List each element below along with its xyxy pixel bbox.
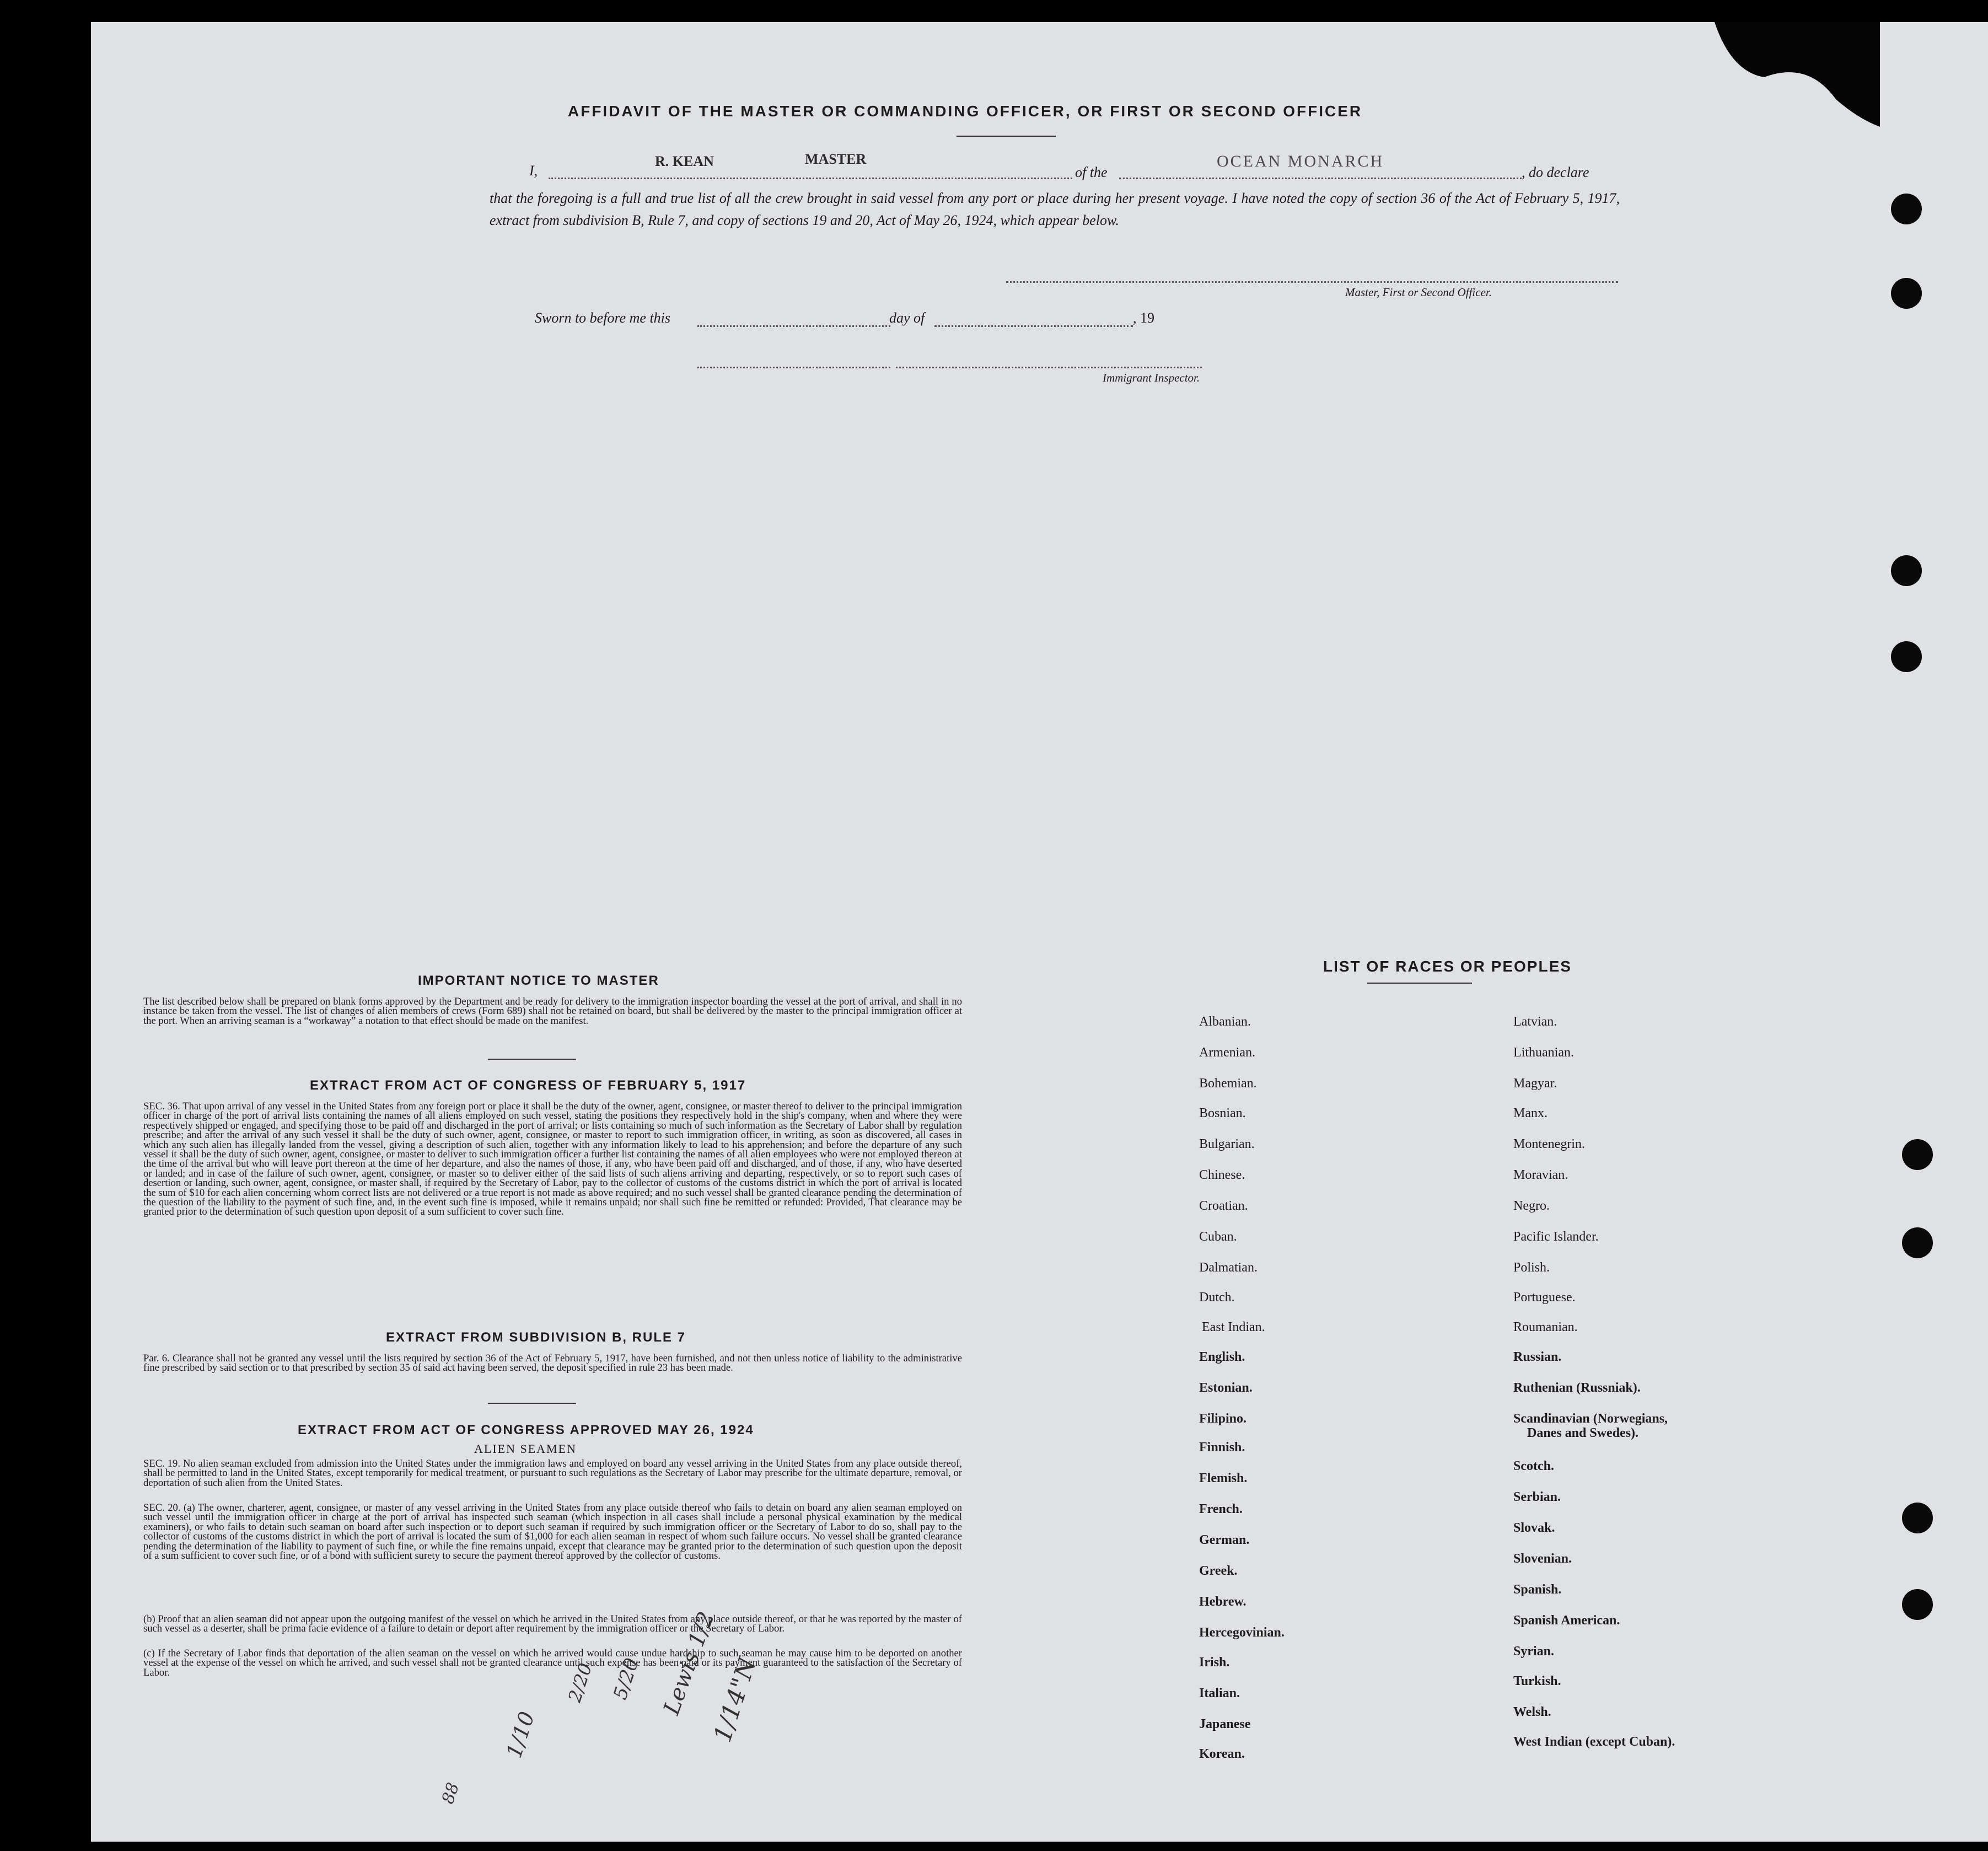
race-item: Cuban. [1199, 1230, 1237, 1244]
race-item: Armenian. [1199, 1045, 1255, 1060]
race-item: Bohemian. [1199, 1076, 1257, 1091]
sec20c-text: (c) If the Secretary of Labor finds that deportation of the alien seaman on the vessel on which he arrived would cause undue hardship to such seaman he may cause him to be deported on another vessel at the expense of the vessel on which he arrived, and such vessel shall not be granted clearance until such expense has been paid or its payment guaranteed to the satisfaction of the Secretary of Labor. [143, 1648, 962, 1678]
divider [488, 1059, 576, 1060]
sworn-label: Sworn to before me this [535, 310, 671, 326]
race-item: Danes and Swedes). [1527, 1426, 1639, 1440]
handwritten-note: Lewis 1/2 [659, 1608, 719, 1718]
race-item: Pacific Islander. [1513, 1230, 1599, 1244]
punch-hole [1902, 1139, 1933, 1170]
extract-1924-title: EXTRACT FROM ACT OF CONGRESS APPROVED MAY 26, 1924 [298, 1423, 754, 1437]
sec19-text: SEC. 19. No alien seaman excluded from admission into the United States under the immigration laws and employed on board any vessel arriving in the United States from any place outside thereof, shall be permitted to land in the United States, except temporarily for medical treatment, or pursuant to such regulations as the Secretary of Labor may prescribe for the ultimate departure, removal, or deportation of such alien from the United States. [143, 1458, 962, 1489]
race-item: Finnish. [1199, 1440, 1245, 1455]
race-item: Japanese [1199, 1717, 1251, 1731]
punch-hole [1902, 1227, 1933, 1258]
race-item: Polish. [1513, 1260, 1550, 1275]
race-item: Filipino. [1199, 1412, 1247, 1426]
extract-1917-title: EXTRACT FROM ACT OF CONGRESS OF FEBRUARY 5, 1917 [310, 1078, 746, 1093]
race-item: Moravian. [1513, 1168, 1568, 1182]
notice-text: The list described below shall be prepared on blank forms approved by the Department and be ready for delivery to the immigration inspector boarding the vessel at the port of arrival, and shall in no instance be taken from the vessel. The list of changes of alien members of crews (Form 689) shall not be retained on board, but shall be delivered by the master to the principal immigration officer at the port. When an arriving seaman is a “workaway” a notation to that effect should be made on the manifest. [143, 996, 962, 1027]
race-item: Slovenian. [1513, 1552, 1572, 1566]
race-item: Hebrew. [1199, 1595, 1246, 1609]
race-item: Flemish. [1199, 1471, 1248, 1485]
races-title: LIST OF RACES OR PEOPLES [1323, 958, 1572, 975]
race-item: Roumanian. [1513, 1320, 1578, 1334]
handwritten-note: 88 [438, 1780, 464, 1806]
vessel-field-line [1119, 178, 1522, 179]
race-item: Greek. [1199, 1564, 1238, 1578]
sec20a-text: SEC. 20. (a) The owner, charterer, agent, consignee, or master of any vessel arriving in the United States from any place outside thereof who fails to detain on board any alien seaman employed on such vessel until the immigration officer in charge at the port of arrival has inspected such seaman (which inspection in all cases shall include a personal physical examination by the medical examiners), or who fails to detain such seaman on board after such inspection or to deport such seaman if required by such immigration officer or the Secretary of Labor to do so, shall pay to the collector of customs of the customs district in which the port of arrival is located the sum of $1,000 for each alien seaman in respect of whom such failure occurs. No vessel shall be granted clearance pending the determination of the liability to payment of such fine, or while the fine remains unpaid, except that clearance may be granted prior to the determination of such question upon the deposit of a sum sufficient to cover such fine, or of a bond with sufficient surety to secure the payment thereof approved by the collector of customs. [143, 1502, 962, 1562]
vessel-field: OCEAN MONARCH [1217, 152, 1384, 170]
race-item: Slovak. [1513, 1521, 1555, 1535]
race-item: Bosnian. [1199, 1106, 1246, 1120]
name-field-line [549, 178, 1072, 179]
punch-hole [1902, 1503, 1933, 1533]
race-item: Korean. [1199, 1747, 1245, 1761]
race-item: Albanian. [1199, 1015, 1251, 1029]
sworn-day-line [697, 325, 890, 327]
race-item: Hercegovinian. [1199, 1625, 1285, 1640]
race-item: Dalmatian. [1199, 1260, 1258, 1275]
day-of-label: day of [889, 310, 925, 326]
punch-hole [1891, 194, 1922, 224]
race-item: Scandinavian (Norwegians, [1513, 1412, 1668, 1426]
handwritten-note: 1/14"N [708, 1654, 762, 1746]
handwritten-note: 2/20 [564, 1660, 597, 1705]
race-item: Scotch. [1513, 1459, 1554, 1473]
race-item: Welsh. [1513, 1705, 1551, 1719]
race-item: Magyar. [1513, 1076, 1557, 1091]
name-field: R. KEAN [655, 153, 714, 169]
extract-rule7-text: Par. 6. Clearance shall not be granted any vessel until the lists required by section 36 of the Act of February 5, 1917, have been furnished, and not then unless notice of liability to the administrative fine prescribed by said section or to that prescribed by section 35 of said act having been served, the deposit specified in rule 23 has been made. [143, 1353, 962, 1374]
race-item: Russian. [1513, 1350, 1562, 1364]
race-item: Italian. [1199, 1686, 1240, 1700]
race-item: Bulgarian. [1199, 1137, 1255, 1151]
race-item: Turkish. [1513, 1674, 1561, 1688]
extract-rule7-title: EXTRACT FROM SUBDIVISION B, RULE 7 [386, 1330, 686, 1345]
affidavit-body: that the foregoing is a full and true list of all the crew brought in said vessel from any port or place during her present voyage. I have noted the copy of section 36 of the Act of February 5, 1917, extract from subdivision B, Rule 7, and copy of sections 19 and 20, Act of May 26, 1924, which appear below. [490, 190, 1620, 228]
race-item: Negro. [1513, 1199, 1550, 1213]
race-item: French. [1199, 1502, 1243, 1516]
inspector-caption: Immigrant Inspector. [1103, 371, 1200, 384]
inspector-line-a [697, 367, 890, 368]
handwritten-note: 5/20 [609, 1655, 643, 1703]
race-item: English. [1199, 1350, 1245, 1364]
punch-hole [1891, 555, 1922, 586]
declare-label: , do declare [1522, 164, 1589, 180]
race-item: Portuguese. [1513, 1290, 1576, 1305]
race-item: West Indian (except Cuban). [1513, 1735, 1675, 1749]
signature-line [1006, 281, 1618, 283]
inspector-line-b [896, 367, 1202, 368]
divider [1367, 983, 1472, 984]
divider [957, 136, 1056, 137]
alien-seamen-subtitle: ALIEN SEAMEN [474, 1442, 577, 1456]
notice-title: IMPORTANT NOTICE TO MASTER [418, 973, 659, 988]
of-the-label: of the [1075, 164, 1108, 180]
race-item: Spanish American. [1513, 1613, 1620, 1628]
race-item: Montenegrin. [1513, 1137, 1585, 1151]
race-item: Latvian. [1513, 1015, 1557, 1029]
race-item: Manx. [1513, 1106, 1548, 1120]
document-page [91, 22, 1988, 1842]
divider [488, 1403, 576, 1404]
handwritten-note: 1/10 [502, 1708, 540, 1761]
race-item: Irish. [1199, 1655, 1230, 1670]
sworn-month-line [934, 325, 1133, 327]
race-item: German. [1199, 1533, 1250, 1547]
torn-corner-shape [1698, 22, 1880, 127]
race-item: Ruthenian (Russniak). [1513, 1381, 1641, 1395]
i-label: I, [529, 163, 538, 179]
race-item: Dutch. [1199, 1290, 1235, 1305]
race-item: Croatian. [1199, 1199, 1248, 1213]
extract-1917-text: SEC. 36. That upon arrival of any vessel in the United States from any foreign port or place it shall be the duty of the owner, agent, consignee, or master thereof to deliver to the principal immigration officer in charge of the port of arrival lists containing the names of all aliens employed on such vessel, stating the positions they respectively hold in the ship's company, when and where they were respectively shipped or engaged, and specifying those to be paid off and discharged in the port of arrival; or lists containing so much of such information as the Secretary of Labor shall by regulation prescribe; and after the arrival of any such vessel it shall be the duty of such owner, agent, consignee, or master to report to such immigration officer, in writing, as soon as discovered, all cases in which any such alien has illegally landed from the vessel, giving a description of such alien, together with any information likely to lead to his apprehension; and before the departure of any such vessel it shall be the duty of such owner, agent, consignee, or master to deliver to such immigration officer a further list containing the names of all alien employees who were not employed thereon at the time of the arrival but who will leave port thereon at the time of her departure, and also the names of those, if any, who have been paid off and discharged, and of those, if any, who have deserted or landed; and in case of the failure of such owner, agent, consignee, or master so to deliver either of the said lists of such aliens arriving and departing, respectively, or so to report such cases of desertion or landing, such owner, agent, consignee, or master shall, if required by the Secretary of Labor, pay to the collector of customs of the customs district in which the port of arrival is located the sum of $10 for each alien concerning whom correct lists are not delivered or a true report is not made as above required; and no such vessel shall be granted clearance pending the determination of the question of the liability to the payment of such fine, and, in the event such fine is imposed, while it remains unpaid; nor shall such fine be remitted or refunded: Provided, That clearance may be granted prior to the determination of such question upon deposit of a sum sufficient to cover such fine. [143, 1101, 962, 1218]
race-item: Lithuanian. [1513, 1045, 1574, 1060]
race-item: Chinese. [1199, 1168, 1245, 1182]
sec20b-text: (b) Proof that an alien seaman did not appear upon the outgoing manifest of the vessel on which he arrived in the United States from any place outside thereof, or that he was reported by the master of such vessel as a deserter, shall be prima facie evidence of a failure to detain or deport after requirement by the immigration officer or the Secretary of Labor. [143, 1613, 962, 1635]
rank-field: MASTER [805, 151, 867, 167]
year-prefix: , 19 [1133, 310, 1154, 326]
race-item: Syrian. [1513, 1644, 1555, 1659]
race-item: Estonian. [1199, 1381, 1253, 1395]
race-item: East Indian. [1202, 1320, 1265, 1334]
signature-caption: Master, First or Second Officer. [1345, 286, 1492, 299]
race-item: Spanish. [1513, 1582, 1562, 1597]
race-item: Serbian. [1513, 1490, 1561, 1504]
affidavit-title: AFFIDAVIT OF THE MASTER OR COMMANDING OFFICER, OR FIRST OR SECOND OFFICER [568, 103, 1363, 120]
punch-hole [1902, 1589, 1933, 1620]
punch-hole [1891, 641, 1922, 672]
punch-hole [1891, 278, 1922, 309]
